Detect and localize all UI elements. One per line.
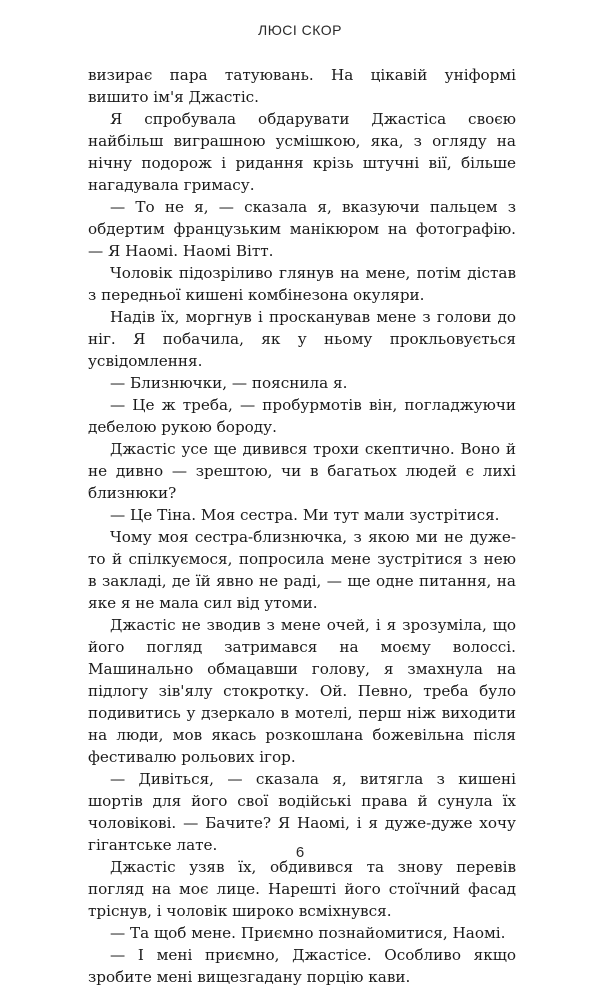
paragraph-1: визирає пара татуювань. На цікавій уніформі вишито ім'я Джастіс. xyxy=(88,66,516,106)
paragraph-4: Чоловік підозріливо глянув на мене, потім дістав з передньої кишені комбінезона окуляри. xyxy=(88,264,516,304)
paragraph-3: — То не я, — сказала я, вказуючи пальцем з обдертим французьким манікюром на фотографію. — Я Наомі. Наомі Вітт. xyxy=(88,198,516,260)
paragraph-8: Джастіс усе ще дивився трохи скептично. Воно й не дивно — зрештою, чи в багатьох людей є лихі близнюки? xyxy=(88,440,516,502)
paragraph-11: Джастіс не зводив з мене очей, і я зрозуміла, що його погляд затримався на моєму волоссі. Машинально обмацавши голову, я змахнула на підлогу зів'ялу стокротку. Ой. Певно, треба було подивитись у дзеркало в мотелі, перш ніж виходити на люди, мов якась розкошлана божевільна після фестивалю рольових ігор. xyxy=(88,616,516,766)
paragraph-12: — Дивіться, — сказала я, витягла з кишені шортів для його свої водійські права й сунула їх чоловікові. — Бачите? Я Наомі, і я дуже-дуже хочу гігантське лате. xyxy=(88,770,516,854)
paragraph-2: Я спробувала обдарувати Джастіса своєю найбільш виграшною усмішкою, яка, з огляду на нічну подорож і ридання крізь штучні вії, більше нагадувала гримасу. xyxy=(88,110,516,194)
page-number: 6 xyxy=(295,844,305,861)
paragraph-7: — Це ж треба, — пробурмотів він, погладжуючи дебелою рукою бороду. xyxy=(88,396,516,436)
running-header: ЛЮСІ СКОР xyxy=(258,22,342,38)
paragraph-6: — Близнючки, — пояснила я. xyxy=(110,374,348,392)
paragraph-15: — І мені приємно, Джастісе. Особливо якщо зробите мені вищезгадану порцію кави. xyxy=(88,946,516,986)
paragraph-13: Джастіс узяв їх, обдивився та знову перевів погляд на моє лице. Нарешті його стоїчний фасад тріснув, і чоловік широко всміхнувся. xyxy=(88,858,516,920)
paragraph-10: Чому моя сестра-близнючка, з якою ми не дуже-то й спілкуємося, попросила мене зустрітися з нею в закладі, де їй явно не раді, — ще одне питання, на яке я не мала сил від утоми. xyxy=(88,528,516,612)
paragraph-14: — Та щоб мене. Приємно познайомитися, Наомі. xyxy=(110,924,506,942)
paragraph-9: — Це Тіна. Моя сестра. Ми тут мали зустрітися. xyxy=(110,506,500,524)
paragraph-5: Надів їх, моргнув і просканував мене з голови до ніг. Я побачила, як у ньому прокльовується усвідомлення. xyxy=(88,308,516,370)
